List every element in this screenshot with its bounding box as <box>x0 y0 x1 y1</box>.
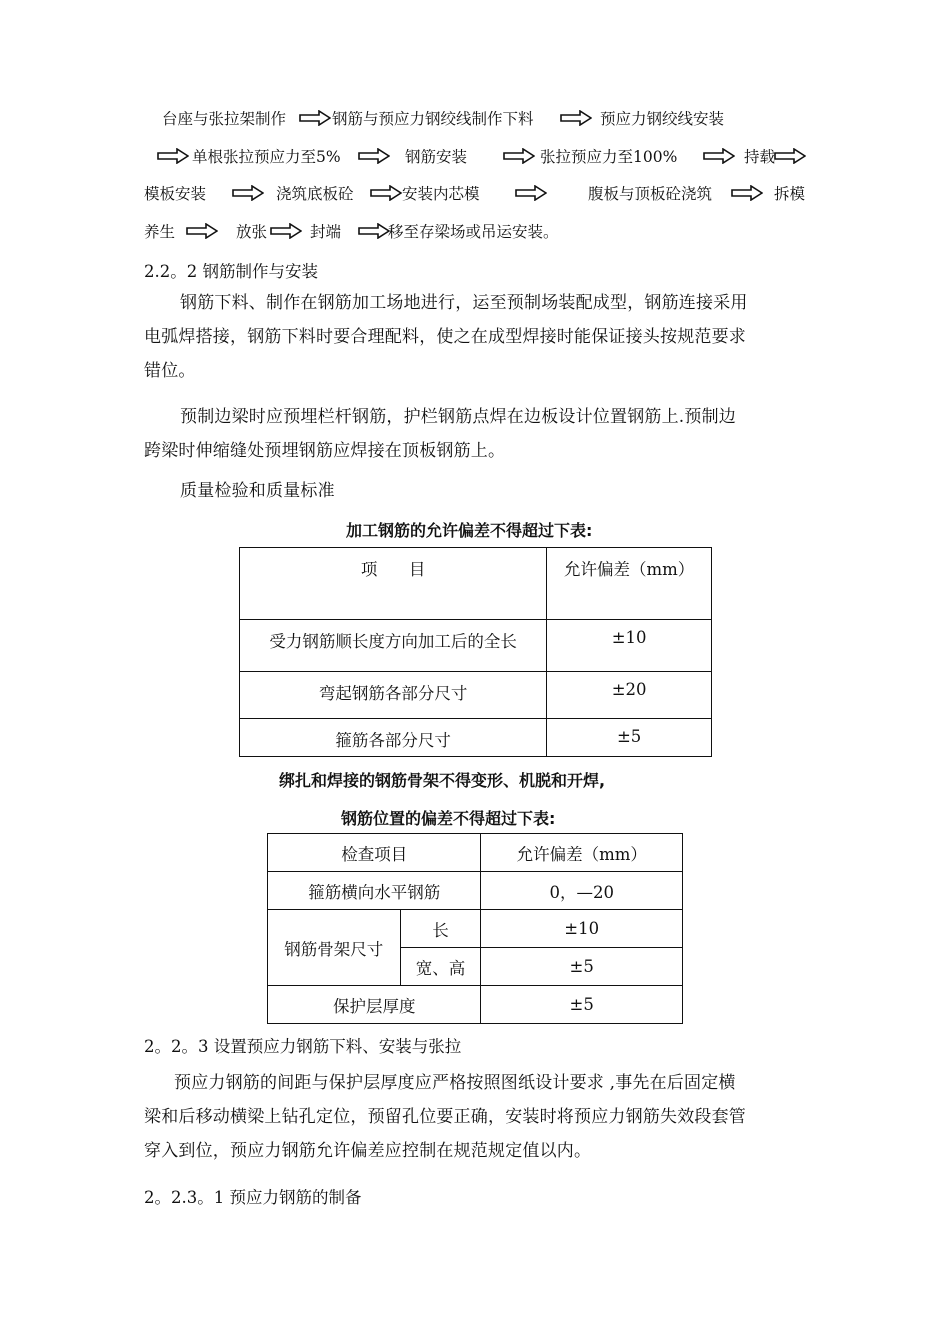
flow-step-strip-form: 拆模 <box>774 185 806 203</box>
table-header-item: 项 目 <box>240 548 547 620</box>
paragraph-line: 钢筋下料、制作在钢筋加工场地进行，运至预制场装配成型，钢筋连接采用 <box>180 293 748 313</box>
paragraph-line: 错位。 <box>144 361 196 381</box>
table-row <box>268 986 683 1024</box>
right-arrow-icon <box>232 185 264 201</box>
table-cell-tolerance: ±20 <box>547 672 712 719</box>
table-header-tolerance: 允许偏差（mm） <box>547 548 712 620</box>
right-arrow-icon <box>503 148 535 164</box>
flow-step-tension-5: 单根张拉预应力至5% <box>192 148 341 166</box>
paragraph-rebar-fabrication <box>144 286 824 388</box>
flow-step-storage: 移至存梁场或吊运安装。 <box>388 223 559 241</box>
right-arrow-icon <box>299 110 331 126</box>
table-header-row <box>240 548 712 620</box>
right-arrow-icon <box>774 148 806 164</box>
right-arrow-icon <box>157 148 189 164</box>
flow-step-rebar-install: 钢筋安装 <box>405 148 468 166</box>
table-cell-item: 箍筋各部分尺寸 <box>240 719 547 757</box>
subsection-heading-2-2-3-1: 2。2.3。1 预应力钢筋的制备 <box>144 1188 362 1207</box>
right-arrow-icon <box>358 148 390 164</box>
right-arrow-icon <box>515 185 547 201</box>
table2-caption-line2: 钢筋位置的偏差不得超过下表: <box>341 809 556 828</box>
right-arrow-icon <box>370 185 402 201</box>
table-cell-item: 箍筋横向水平钢筋 <box>268 872 481 910</box>
position-tolerance-table <box>267 833 683 1024</box>
paragraph-line: 跨梁时伸缩缝处预埋钢筋应焊接在顶板钢筋上。 <box>144 441 506 461</box>
right-arrow-icon <box>186 223 218 239</box>
table-cell-item: 受力钢筋顺长度方向加工后的全长 <box>240 620 547 672</box>
table-header-row <box>268 834 683 872</box>
processing-tolerance-table <box>239 547 712 757</box>
table-cell-tolerance: ±5 <box>481 948 683 986</box>
flow-step-formwork: 模板安装 <box>144 185 207 203</box>
table-row <box>240 719 712 757</box>
paragraph-line: 梁和后移动横梁上钻孔定位，预留孔位要正确，安装时将预应力钢筋失效段套管 <box>144 1107 746 1127</box>
table-cell-tolerance: ±10 <box>547 620 712 672</box>
flow-step-web-top-slab: 腹板与顶板砼浇筑 <box>588 185 713 203</box>
flow-step-hold-load: 持载 <box>744 148 776 166</box>
paragraph-line: 预制边梁时应预埋栏杆钢筋，护栏钢筋点焊在边板设计位置钢筋上.预制边 <box>180 407 737 427</box>
table-cell-item: 弯起钢筋各部分尺寸 <box>240 672 547 719</box>
table1-caption: 加工钢筋的允许偏差不得超过下表: <box>346 521 593 540</box>
right-arrow-icon <box>731 185 763 201</box>
table-row <box>268 910 683 948</box>
table-cell-item: 保护层厚度 <box>268 986 481 1024</box>
table-cell-tolerance: 0，—20 <box>481 872 683 910</box>
right-arrow-icon <box>358 223 390 239</box>
right-arrow-icon <box>703 148 735 164</box>
paragraph-line: 预应力钢筋的间距与保护层厚度应严格按照图纸设计要求 ,事先在后固定横 <box>174 1073 736 1093</box>
paragraph-line: 电弧焊搭接，钢筋下料时要合理配料，使之在成型焊接时能保证接头按规范要求 <box>144 327 746 347</box>
flow-step-seal-end: 封端 <box>310 223 342 241</box>
paragraph-quality-standard: 质量检验和质量标准 <box>180 481 335 501</box>
right-arrow-icon <box>270 223 302 239</box>
flow-step-inner-core: 安装内芯模 <box>402 185 480 203</box>
flow-step-curing: 养生 <box>144 223 176 241</box>
table-cell-subitem: 长 <box>400 910 481 948</box>
table-header-tolerance: 允许偏差（mm） <box>481 834 683 872</box>
right-arrow-icon <box>560 110 592 126</box>
paragraph-line: 穿入到位，预应力钢筋允许偏差应控制在规范规定值以内。 <box>144 1141 592 1161</box>
flow-step-bottom-slab: 浇筑底板砼 <box>276 185 354 203</box>
table-row <box>240 620 712 672</box>
table-cell-tolerance: ±5 <box>481 986 683 1024</box>
table-cell-group-label: 钢筋骨架尺寸 <box>268 910 401 986</box>
table2-caption-line1: 绑扎和焊接的钢筋骨架不得变形、机脱和开焊, <box>279 771 606 790</box>
table-row <box>240 672 712 719</box>
table-row <box>268 872 683 910</box>
flow-step-release: 放张 <box>236 223 268 241</box>
paragraph-prestress-rebar <box>144 1066 824 1168</box>
flow-step-strand-install: 预应力钢绞线安装 <box>600 110 725 128</box>
table-cell-subitem: 宽、高 <box>400 948 481 986</box>
flow-step-tension-100: 张拉预应力至100% <box>540 148 678 166</box>
section-heading-2-2-2: 2.2。2 钢筋制作与安装 <box>144 262 318 281</box>
table-cell-tolerance: ±5 <box>547 719 712 757</box>
table-cell-tolerance: ±10 <box>481 910 683 948</box>
table-header-check-item: 检查项目 <box>268 834 481 872</box>
paragraph-embedded-rebar <box>144 400 824 468</box>
flow-step-cutting: 钢筋与预应力钢绞线制作下料 <box>332 110 534 128</box>
section-heading-2-2-3: 2。2。3 设置预应力钢筋下料、安装与张拉 <box>144 1037 462 1056</box>
flow-step-pedestal: 台座与张拉架制作 <box>162 110 287 128</box>
